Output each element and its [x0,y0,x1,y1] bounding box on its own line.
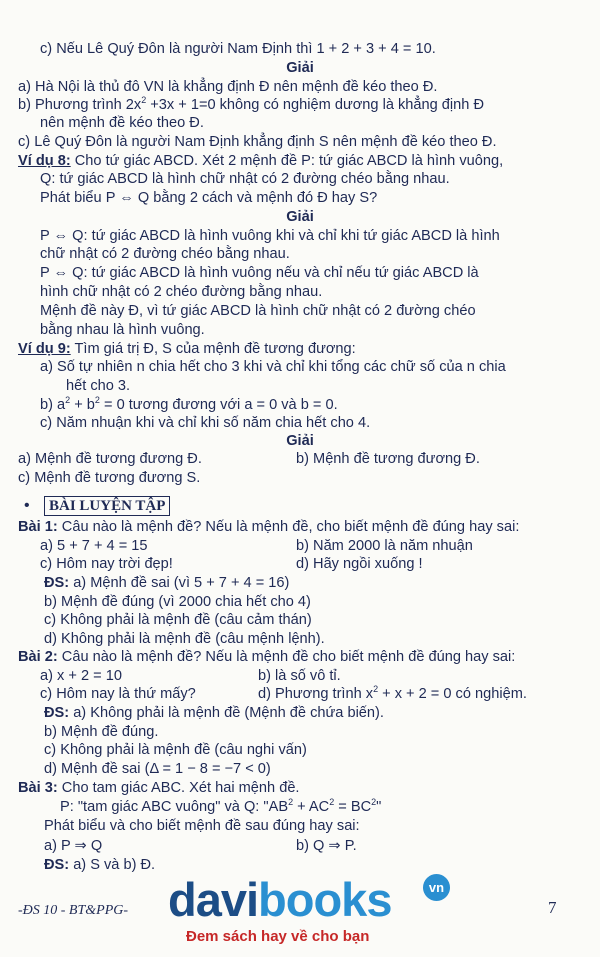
text-line: d) Mệnh đề sai (Δ = 1 − 8 = −7 < 0) [44,761,271,777]
answer-2: ĐS: a) Không phải là mệnh đề (Mệnh đề chứa biến). [44,705,384,721]
text-line: a) Số tự nhiên n chia hết cho 3 khi và chỉ khi tổng các chữ số của n chia [40,359,506,375]
answer-1: ĐS: a) Mệnh đề sai (vì 5 + 7 + 4 = 16) [44,575,290,591]
text-line: Phát biểu P ⇔ Q bằng 2 cách và mệnh đó Đ hay S? [40,190,378,206]
heading-giai: Giải [286,209,314,225]
text-line: b) Mệnh đề đúng. [44,724,159,740]
exercise-1: Bài 1: Câu nào là mệnh đề? Nếu là mệnh đề, cho biết mệnh đề đúng hay sai: [18,519,520,535]
text-line: bằng nhau là hình vuông. [40,322,205,338]
text-line: P: "tam giác ABC vuông" và Q: "$AB^2 + AC^2 = BC^2$" [60,797,382,815]
text-line: d) Hãy ngồi xuống ! [296,556,423,572]
text-line: d) Phương trình $x^2 + x + 2 = 0$ có nghiệm. [258,684,527,702]
text-line: c) Hôm nay trời đẹp! [40,556,173,572]
vn-badge: vn [423,874,450,901]
text-line: chữ nhật có 2 đường chéo bằng nhau. [40,246,290,262]
text-line: c) Không phải là mệnh đề (câu cảm thán) [44,612,312,628]
text-line: c) Năm nhuận khi và chỉ khi số năm chia hết cho 4. [40,415,371,431]
text-line: b) Năm 2000 là năm nhuận [296,538,473,554]
text-line: c) Mệnh đề tương đương S. [18,470,201,486]
text-line: b) Mệnh đề đúng (vì 2000 chia hết cho 4) [44,594,311,610]
text-line: hết cho 3. [66,378,131,394]
davibooks-logo: davibooks [168,873,392,926]
text-line: P ⇔ Q: tứ giác ABCD là hình vuông khi và chỉ khi tứ giác ABCD là hình [40,228,500,244]
text-line: Q: tứ giác ABCD là hình chữ nhật có 2 đường chéo bằng nhau. [40,171,450,187]
text-line: c) Không phải là mệnh đề (câu nghi vấn) [44,742,307,758]
example-8: Ví dụ 8: Cho tứ giác ABCD. Xét 2 mệnh đề P: tứ giác ABCD là hình vuông, [18,153,504,169]
text-line: a) Hà Nội là thủ đô VN là khẳng định Đ nên mệnh đề kéo theo Đ. [18,79,438,95]
text-line: d) Không phải là mệnh đề (câu mệnh lệnh). [44,631,325,647]
heading-giai: Giải [286,60,314,76]
text-line: a) x + 2 = 10 [40,668,122,684]
section-heading: BÀI LUYỆN TẬP [44,496,170,516]
text-line: b) là số vô tỉ. [258,668,341,684]
text-line: b) $a^2 + b^2 = 0$ tương đương với a = 0 và b = 0. [40,395,338,413]
tagline: Đem sách hay về cho bạn [186,928,370,945]
exercise-2: Bài 2: Câu nào là mệnh đề? Nếu là mệnh đề cho biết mệnh đề đúng hay sai: [18,649,516,665]
example-9: Ví dụ 9: Tìm giá trị Đ, S của mệnh đề tương đương: [18,341,356,357]
text-line: Mệnh đề này Đ, vì tứ giác ABCD là hình chữ nhật có 2 đường chéo [40,303,476,319]
footer-label: -ĐS 10 - BT&PPG- [18,903,129,918]
text-line: b) Q ⇒ P. [296,838,357,854]
text-line: Phát biểu và cho biết mệnh đề sau đúng hay sai: [44,818,360,834]
text-line: a) 5 + 7 + 4 = 15 [40,538,148,554]
text-line: a) P ⇒ Q [44,838,103,854]
text-line: hình chữ nhật có 2 chéo đường bằng nhau. [40,284,323,300]
text-line: c) Lê Quý Đôn là người Nam Định khẳng định S nên mệnh đề kéo theo Đ. [18,134,497,150]
heading-giai: Giải [286,433,314,449]
answer-3: ĐS: a) S và b) Đ. [44,857,156,873]
exercise-3: Bài 3: Cho tam giác ABC. Xét hai mệnh đề. [18,780,300,796]
text-line: nên mệnh đề kéo theo Đ. [40,115,204,131]
text-line: c) Nếu Lê Quý Đôn là người Nam Định thì 1 + 2 + 3 + 4 = 10. [40,41,436,57]
text-line: b) Phương trình $2x^2 +3x + 1=0$ không có nghiệm dương là khẳng định Đ [18,95,484,113]
page-number: 7 [548,898,557,917]
bullet-icon: • [24,497,30,514]
text-line: c) Hôm nay là thứ mấy? [40,686,196,702]
text-line: b) Mệnh đề tương đương Đ. [296,451,480,467]
text-line: P ⇔ Q: tứ giác ABCD là hình vuông nếu và chỉ nếu tứ giác ABCD là [40,265,479,281]
text-line: a) Mệnh đề tương đương Đ. [18,451,202,467]
